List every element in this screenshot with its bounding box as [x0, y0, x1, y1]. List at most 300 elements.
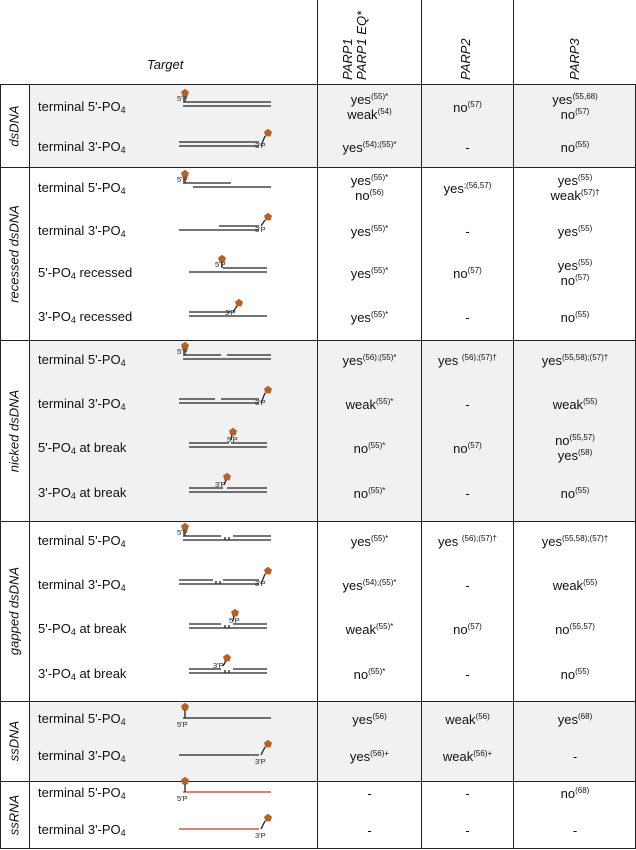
- target-label: [38, 785, 126, 801]
- p3-result-cell: [514, 712, 636, 727]
- substrate-diagram: [175, 810, 277, 846]
- p3-result-cell: [514, 622, 636, 637]
- result-line: [318, 578, 421, 593]
- result-value: yes: [541, 533, 562, 549]
- result-line: [318, 823, 421, 838]
- phosphate-label: 3'P: [255, 225, 266, 234]
- p1-result-cell: [318, 712, 421, 727]
- reference-superscript: (56);(55)*: [362, 352, 397, 362]
- p3-result-cell: [514, 397, 636, 412]
- phosphate-label: 3'P: [255, 579, 266, 588]
- p1-result-cell: [318, 823, 421, 838]
- substrate-diagram: [175, 773, 277, 809]
- result-value: -: [465, 223, 470, 239]
- result-line: [514, 433, 636, 448]
- result-value: weak: [345, 621, 376, 637]
- result-line: [422, 224, 513, 239]
- target-subscript: 4: [120, 828, 126, 838]
- target-text: 5'-PO: [38, 265, 71, 280]
- target-label: [38, 223, 126, 239]
- result-value: no: [560, 485, 576, 501]
- result-value: -: [367, 822, 372, 838]
- rule: [0, 848, 636, 849]
- result-line: [318, 188, 421, 203]
- result-line: [514, 397, 636, 412]
- result-value: no: [560, 139, 576, 155]
- result-line: [514, 173, 636, 188]
- target-text: 3'-PO: [38, 666, 71, 681]
- result-line: [318, 786, 421, 801]
- result-value: no: [453, 99, 468, 115]
- result-value: -: [572, 748, 578, 764]
- result-value: yes: [557, 223, 578, 239]
- p2-result-cell: [422, 622, 513, 637]
- result-line: [318, 712, 421, 727]
- result-line: [514, 92, 636, 107]
- reference-superscript: (55)*: [376, 621, 394, 631]
- target-subscript: 4: [120, 105, 126, 115]
- phosphate-icon: [264, 567, 272, 575]
- target-label: [38, 309, 132, 325]
- result-value: no: [353, 666, 369, 682]
- phosphate-icon: [181, 777, 189, 785]
- reference-superscript: (54);(55)*: [362, 139, 397, 149]
- target-label: [38, 352, 126, 368]
- reference-superscript: (68): [578, 711, 593, 721]
- reference-superscript: (55)*: [376, 396, 394, 406]
- reference-superscript: (55)*: [370, 309, 389, 319]
- p3-result-cell: [514, 140, 636, 155]
- phosphate-label: 5'P: [229, 616, 240, 625]
- strand-line: [261, 821, 265, 829]
- target-text: terminal 3'-PO: [38, 396, 121, 411]
- substrate-diagram: [175, 87, 277, 123]
- reference-superscript: ;(56,57): [463, 180, 492, 190]
- p2-result-cell: [422, 100, 513, 115]
- result-value: yes: [349, 748, 371, 764]
- p3-result-cell: [514, 310, 636, 325]
- result-value: weak: [552, 396, 584, 412]
- result-line: [422, 266, 513, 281]
- target-text: terminal 5'-PO: [38, 711, 121, 726]
- result-value: no: [560, 273, 576, 288]
- parp2-column-header: PARP2: [458, 38, 473, 80]
- reference-superscript: (54): [377, 107, 392, 116]
- result-line: [318, 92, 421, 107]
- result-line: [422, 622, 513, 637]
- substrate-diagram: [175, 428, 277, 464]
- p3-result-cell: [514, 258, 636, 288]
- p2-result-cell: [422, 667, 513, 682]
- target-label: [38, 533, 126, 549]
- result-value: -: [465, 396, 470, 412]
- result-value: no: [560, 107, 576, 122]
- p1-result-cell: [318, 578, 421, 593]
- phosphate-label: 3'P: [255, 757, 266, 766]
- rule: [0, 701, 636, 702]
- reference-superscript: (56);(57)†: [461, 352, 497, 362]
- reference-superscript: (55)*: [370, 533, 389, 543]
- p1-result-cell: [318, 140, 421, 155]
- p2-result-cell: [422, 486, 513, 501]
- group-dsdna-label: dsDNA: [6, 105, 22, 147]
- rule: [0, 84, 1, 849]
- reference-superscript: (55)*: [368, 440, 386, 450]
- target-label: [38, 99, 126, 115]
- substrate-diagram: [175, 384, 277, 420]
- result-value: no: [353, 440, 369, 456]
- result-value: yes: [342, 139, 363, 155]
- result-line: [422, 310, 513, 325]
- result-value: -: [465, 822, 470, 838]
- phosphate-label: 5'P: [177, 94, 188, 103]
- result-line: [422, 486, 513, 501]
- p2-result-cell: [422, 823, 513, 838]
- p3-result-cell: [514, 578, 636, 593]
- group-gapped: [0, 521, 28, 701]
- reference-superscript: (55,58);(57)†: [561, 533, 609, 543]
- target-subscript: 4: [120, 358, 126, 368]
- result-value: no: [353, 485, 369, 501]
- target-label: [38, 748, 126, 764]
- target-text: 3'-PO: [38, 485, 71, 500]
- target-suffix: recessed: [75, 265, 133, 280]
- p2-result-cell: [422, 534, 513, 549]
- phosphate-label: 5'P: [177, 720, 188, 729]
- result-value: yes: [350, 309, 371, 325]
- p2-result-cell: [422, 749, 513, 764]
- result-value: -: [465, 485, 470, 501]
- result-value: -: [465, 785, 470, 801]
- target-text: 5'-PO: [38, 440, 71, 455]
- result-line: [318, 397, 421, 412]
- p2-result-cell: [422, 266, 513, 281]
- result-value: no: [555, 621, 570, 637]
- reference-superscript: (55): [578, 223, 593, 233]
- result-value: yes: [443, 180, 464, 196]
- target-subscript: 4: [70, 491, 76, 501]
- result-line: [514, 353, 636, 368]
- p3-result-cell: [514, 486, 636, 501]
- target-subscript: 4: [70, 271, 76, 281]
- p1-result-cell: [318, 353, 421, 368]
- substrate-diagram: [175, 340, 277, 376]
- result-value: yes: [350, 265, 371, 281]
- reference-superscript: (56): [475, 711, 490, 721]
- result-line: [514, 786, 636, 801]
- group-nicked-label: nicked dsDNA: [6, 389, 22, 472]
- p1-result-cell: [318, 224, 421, 239]
- result-value: no: [560, 666, 576, 682]
- reference-superscript: (55,58);(57)†: [561, 352, 609, 362]
- substrate-diagram: [175, 127, 277, 163]
- substrate-diagram: [175, 211, 277, 247]
- reference-superscript: (55)*: [370, 223, 389, 233]
- substrate-diagram: [175, 521, 277, 557]
- p3-result-cell: [514, 534, 636, 549]
- p2-result-cell: [422, 397, 513, 412]
- result-line: [422, 823, 513, 838]
- result-value: weak: [442, 748, 474, 764]
- phosphate-label: 3'P: [255, 141, 266, 150]
- substrate-diagram: [175, 654, 277, 690]
- result-value: weak: [445, 711, 476, 727]
- group-ssdna: [0, 701, 28, 781]
- result-value: yes: [557, 173, 578, 188]
- target-text: terminal 3'-PO: [38, 223, 121, 238]
- result-line: [422, 749, 513, 764]
- result-line: [318, 140, 421, 155]
- phosphate-icon: [181, 703, 189, 711]
- group-nicked: [0, 340, 28, 521]
- result-value: -: [465, 309, 470, 325]
- p3-result-cell: [514, 823, 636, 838]
- target-subscript: 4: [70, 627, 76, 637]
- phosphate-label: 3'P: [215, 480, 226, 489]
- result-value: -: [465, 577, 470, 593]
- result-value: yes: [541, 352, 562, 368]
- target-text: terminal 3'-PO: [38, 822, 121, 837]
- result-value: yes: [557, 711, 578, 727]
- result-value: -: [572, 822, 578, 838]
- result-value: weak: [345, 396, 376, 412]
- reference-superscript: (57): [575, 273, 590, 282]
- result-line: [514, 448, 636, 463]
- p1-result-cell: [318, 310, 421, 325]
- result-line: [514, 188, 636, 203]
- target-subscript: 4: [70, 315, 76, 325]
- target-label: [38, 265, 132, 281]
- p1-result-cell: [318, 173, 421, 203]
- substrate-diagram: [175, 253, 277, 289]
- target-label: [38, 711, 126, 727]
- phosphate-icon: [264, 386, 272, 394]
- p1-result-cell: [318, 441, 421, 456]
- p1-result-cell: [318, 397, 421, 412]
- reference-superscript: (57): [467, 99, 482, 109]
- rule: [0, 340, 636, 341]
- target-label: [38, 822, 126, 838]
- result-line: [514, 310, 636, 325]
- result-value: weak: [347, 107, 378, 122]
- target-text: terminal 5'-PO: [38, 99, 121, 114]
- result-line: [514, 667, 636, 682]
- p3-result-cell: [514, 749, 636, 764]
- reference-superscript: (55): [583, 396, 598, 406]
- substrate-diagram: [175, 609, 277, 645]
- result-value: -: [465, 666, 470, 682]
- reference-superscript: (55): [575, 309, 590, 319]
- target-subscript: 4: [120, 402, 126, 412]
- group-ssdna-label: ssDNA: [6, 720, 22, 762]
- reference-superscript: (56)+: [473, 748, 493, 758]
- phosphate-label: 5'P: [227, 435, 238, 444]
- result-line: [318, 534, 421, 549]
- phosphate-icon: [223, 654, 231, 662]
- result-value: weak: [552, 577, 584, 593]
- result-value: -: [465, 139, 470, 155]
- result-line: [318, 310, 421, 325]
- result-value: -: [367, 785, 372, 801]
- reference-superscript: (57): [467, 440, 482, 450]
- p1-result-cell: [318, 786, 421, 801]
- target-label: [38, 180, 126, 196]
- p3-result-cell: [514, 353, 636, 368]
- result-line: [318, 486, 421, 501]
- phosphate-label: 5'P: [215, 260, 226, 269]
- phosphate-label: 3'P: [255, 831, 266, 840]
- reference-superscript: (57): [467, 621, 482, 631]
- result-value: yes: [438, 533, 462, 549]
- reference-superscript: (55): [583, 577, 598, 587]
- reference-superscript: (57): [467, 265, 482, 275]
- reference-superscript: (56);(57)†: [461, 533, 497, 543]
- result-line: [514, 140, 636, 155]
- reference-superscript: (57)†: [580, 188, 600, 197]
- target-text: terminal 3'-PO: [38, 748, 121, 763]
- target-subscript: 4: [70, 446, 76, 456]
- result-line: [514, 258, 636, 273]
- p2-result-cell: [422, 712, 513, 727]
- strand-line: [261, 747, 265, 755]
- p1-result-cell: [318, 92, 421, 122]
- result-value: yes: [342, 577, 363, 593]
- target-text: 5'-PO: [38, 621, 71, 636]
- result-value: yes: [557, 448, 578, 463]
- phosphate-label: 3'P: [255, 398, 266, 407]
- p2-result-cell: [422, 224, 513, 239]
- p3-result-cell: [514, 433, 636, 463]
- result-value: yes: [350, 173, 371, 188]
- result-line: [422, 140, 513, 155]
- target-label: [38, 139, 126, 155]
- parp1-header-line2: PARP1 EQ*: [354, 10, 369, 80]
- p3-result-cell: [514, 92, 636, 122]
- result-line: [514, 273, 636, 288]
- result-value: no: [560, 785, 576, 801]
- result-value: no: [355, 188, 370, 203]
- result-line: [422, 786, 513, 801]
- substrate-diagram: [175, 168, 277, 204]
- target-text: terminal 5'-PO: [38, 785, 121, 800]
- target-label: [38, 440, 126, 456]
- reference-superscript: (54);(55)*: [362, 577, 397, 587]
- target-subscript: 4: [70, 672, 76, 682]
- result-line: [514, 712, 636, 727]
- reference-superscript: (55)*: [370, 173, 389, 182]
- group-recessed: [0, 167, 28, 340]
- target-text: terminal 3'-PO: [38, 577, 121, 592]
- group-gapped-label: gapped dsDNA: [6, 566, 22, 656]
- phosphate-icon: [264, 740, 272, 748]
- p2-result-cell: [422, 441, 513, 456]
- reference-superscript: (55)*: [370, 92, 389, 101]
- p3-result-cell: [514, 224, 636, 239]
- result-line: [318, 441, 421, 456]
- reference-superscript: (55,57): [569, 621, 595, 631]
- target-subscript: 4: [120, 583, 126, 593]
- target-label: [38, 621, 126, 637]
- result-line: [318, 622, 421, 637]
- p1-result-cell: [318, 534, 421, 549]
- target-text: terminal 3'-PO: [38, 139, 121, 154]
- reference-superscript: (55): [578, 173, 593, 182]
- phosphate-icon: [264, 814, 272, 822]
- target-label: [38, 485, 126, 501]
- target-subscript: 4: [120, 186, 126, 196]
- result-value: no: [453, 265, 468, 281]
- group-ssrna-label: ssRNA: [6, 794, 22, 835]
- result-line: [422, 441, 513, 456]
- p2-result-cell: [422, 181, 513, 196]
- result-value: yes: [350, 92, 371, 107]
- phosphate-icon: [264, 129, 272, 137]
- result-value: yes: [557, 258, 578, 273]
- p3-result-cell: [514, 786, 636, 801]
- reference-superscript: (55)*: [368, 485, 386, 495]
- result-line: [514, 823, 636, 838]
- result-value: yes: [350, 223, 371, 239]
- result-value: no: [555, 433, 570, 448]
- reference-superscript: (57): [575, 107, 590, 116]
- result-line: [318, 353, 421, 368]
- substrate-diagram: [175, 297, 277, 333]
- group-ssrna: [0, 781, 28, 848]
- result-line: [422, 578, 513, 593]
- reference-superscript: (68): [575, 785, 590, 795]
- target-subscript: 4: [120, 145, 126, 155]
- result-line: [422, 397, 513, 412]
- p1-result-cell: [318, 486, 421, 501]
- p3-result-cell: [514, 667, 636, 682]
- result-value: yes: [350, 533, 371, 549]
- reference-superscript: (58): [578, 448, 593, 457]
- parp3-column-header: PARP3: [567, 38, 582, 80]
- phosphate-icon: [264, 213, 272, 221]
- target-label: [38, 666, 126, 682]
- p1-result-cell: [318, 622, 421, 637]
- reference-superscript: (55,68): [572, 92, 598, 101]
- reference-superscript: (55): [575, 666, 590, 676]
- result-value: no: [560, 309, 576, 325]
- target-label: [38, 396, 126, 412]
- rule: [0, 781, 636, 782]
- reference-superscript: (55): [578, 258, 593, 267]
- reference-superscript: (55)*: [370, 265, 389, 275]
- reference-superscript: (55,57): [569, 433, 595, 442]
- result-line: [422, 667, 513, 682]
- rule: [0, 167, 636, 168]
- result-line: [318, 107, 421, 122]
- phosphate-label: 3'P: [225, 308, 236, 317]
- p2-result-cell: [422, 353, 513, 368]
- p2-result-cell: [422, 578, 513, 593]
- target-suffix: recessed: [75, 309, 133, 324]
- target-text: terminal 5'-PO: [38, 180, 121, 195]
- reference-superscript: (55): [575, 485, 590, 495]
- rule: [0, 521, 636, 522]
- result-line: [514, 107, 636, 122]
- p2-result-cell: [422, 786, 513, 801]
- reference-superscript: (56)+: [370, 748, 390, 758]
- substrate-diagram: [175, 473, 277, 509]
- reference-superscript: (56): [369, 188, 384, 197]
- result-line: [318, 266, 421, 281]
- target-subscript: 4: [120, 539, 126, 549]
- result-line: [514, 622, 636, 637]
- p1-result-cell: [318, 266, 421, 281]
- phosphate-label: 5'P: [177, 794, 188, 803]
